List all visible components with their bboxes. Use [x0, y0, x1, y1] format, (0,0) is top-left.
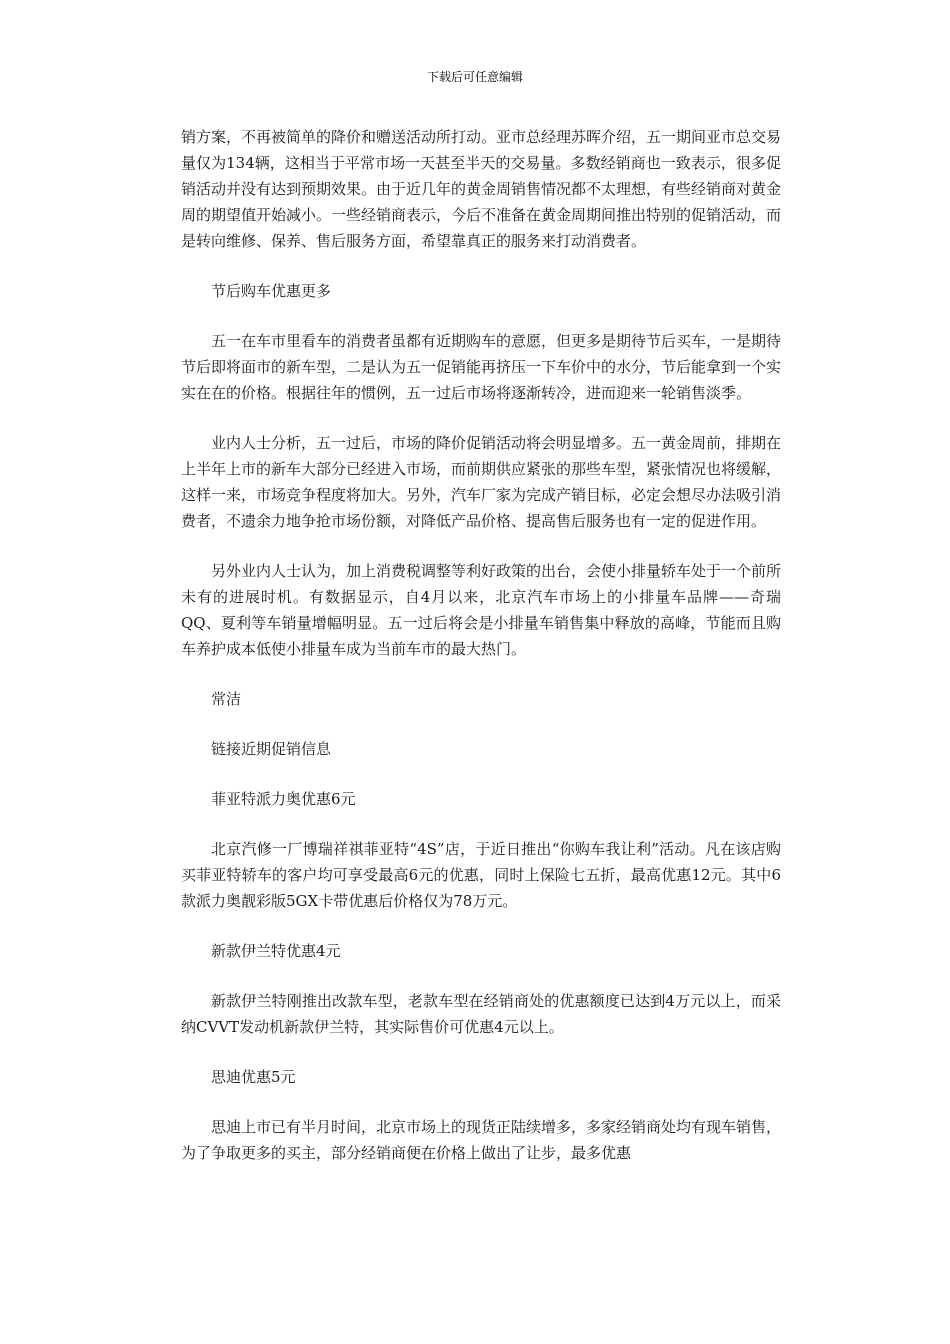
- article-body: [181, 124, 781, 1190]
- paragraph-elantra: 新款伊兰特刚推出改款车型，老款车型在经销商处的优惠额度已达到4万元以上，而采纳CVVT发动机新款伊兰特，其实际售价可优惠4元以上。: [181, 992, 781, 1036]
- section-heading-links: 链接近期促销信息: [211, 740, 332, 758]
- paragraph-sidi: 思迪上市已有半月时间，北京市场上的现货正陆续增多，多家经销商处均有现车销售，为了争取更多的买主，部分经销商便在价格上做出了让步，最多优惠: [181, 1118, 782, 1162]
- paragraph-analysis: 业内人士分析，五一过后，市场的降价促销活动将会明显增多。五一黄金周前，排期在上半年上市的新车大部分已经进入市场，而前期供应紧张的那些车型，紧张情况也将缓解，这样一来，市场竞争程度将加大。另外，汽车厂家为完成产销目标，必定会想尽办法吸引消费者，不遗余力地争抢市场份额，对降低产品价格、提高售后服务也有一定的促进作用。: [181, 434, 782, 530]
- section-heading-after-holiday: 节后购车优惠更多: [211, 282, 332, 300]
- section-heading-sidi: 思迪优惠5元: [211, 1068, 296, 1086]
- paragraph-consumers: 五一在车市里看车的消费者虽都有近期购车的意愿，但更多是期待节后买车，一是期待节后即将面市的新车型，二是认为五一促销能再挤压一下车价中的水分，节后能拿到一个实实在在的价格。根据往年的惯例，五一过后市场将逐渐转冷，进而迎来一轮销售淡季。: [181, 332, 782, 402]
- page-header-note: 下载后可任意编辑: [426, 70, 523, 84]
- paragraph-intro: 销方案，不再被简单的降价和赠送活动所打动。亚市总经理苏晖介绍，五一期间亚市总交易量仅为134辆，这相当于平常市场一天甚至半天的交易量。多数经销商也一致表示，很多促销活动并没有达到预期效果。由于近几年的黄金周销售情况都不太理想，有些经销商对黄金周的期望值开始减小。一些经销商表示，今后不准备在黄金周期间推出特别的促销活动，而是转向维修、保养、售后服务方面，希望靠真正的服务来打动消费者。: [181, 128, 782, 250]
- paragraph-small-cars: 另外业内人士认为，加上消费税调整等利好政策的出台，会使小排量轿车处于一个前所未有的进展时机。有数据显示，自4月以来，北京汽车市场上的小排量车品牌——奇瑞QQ、夏利等车销量增幅明显。五一过后将会是小排量车销售集中释放的高峰，节能而且购车养护成本低使小排量车成为当前车市的最大热门。: [181, 562, 782, 658]
- paragraph-fiat: 北京汽修一厂博瑞祥祺菲亚特“4S”店，于近日推出“你购车我让利”活动。凡在该店购买菲亚特轿车的客户均可享受最高6元的优惠，同时上保险七五折，最高优惠12元。其中6款派力奥靓彩版5GX卡带优惠后价格仅为78万元。: [181, 840, 781, 910]
- author-name: 常洁: [211, 690, 242, 708]
- section-heading-elantra: 新款伊兰特优惠4元: [211, 942, 341, 960]
- section-heading-fiat: 菲亚特派力奥优惠6元: [211, 790, 356, 808]
